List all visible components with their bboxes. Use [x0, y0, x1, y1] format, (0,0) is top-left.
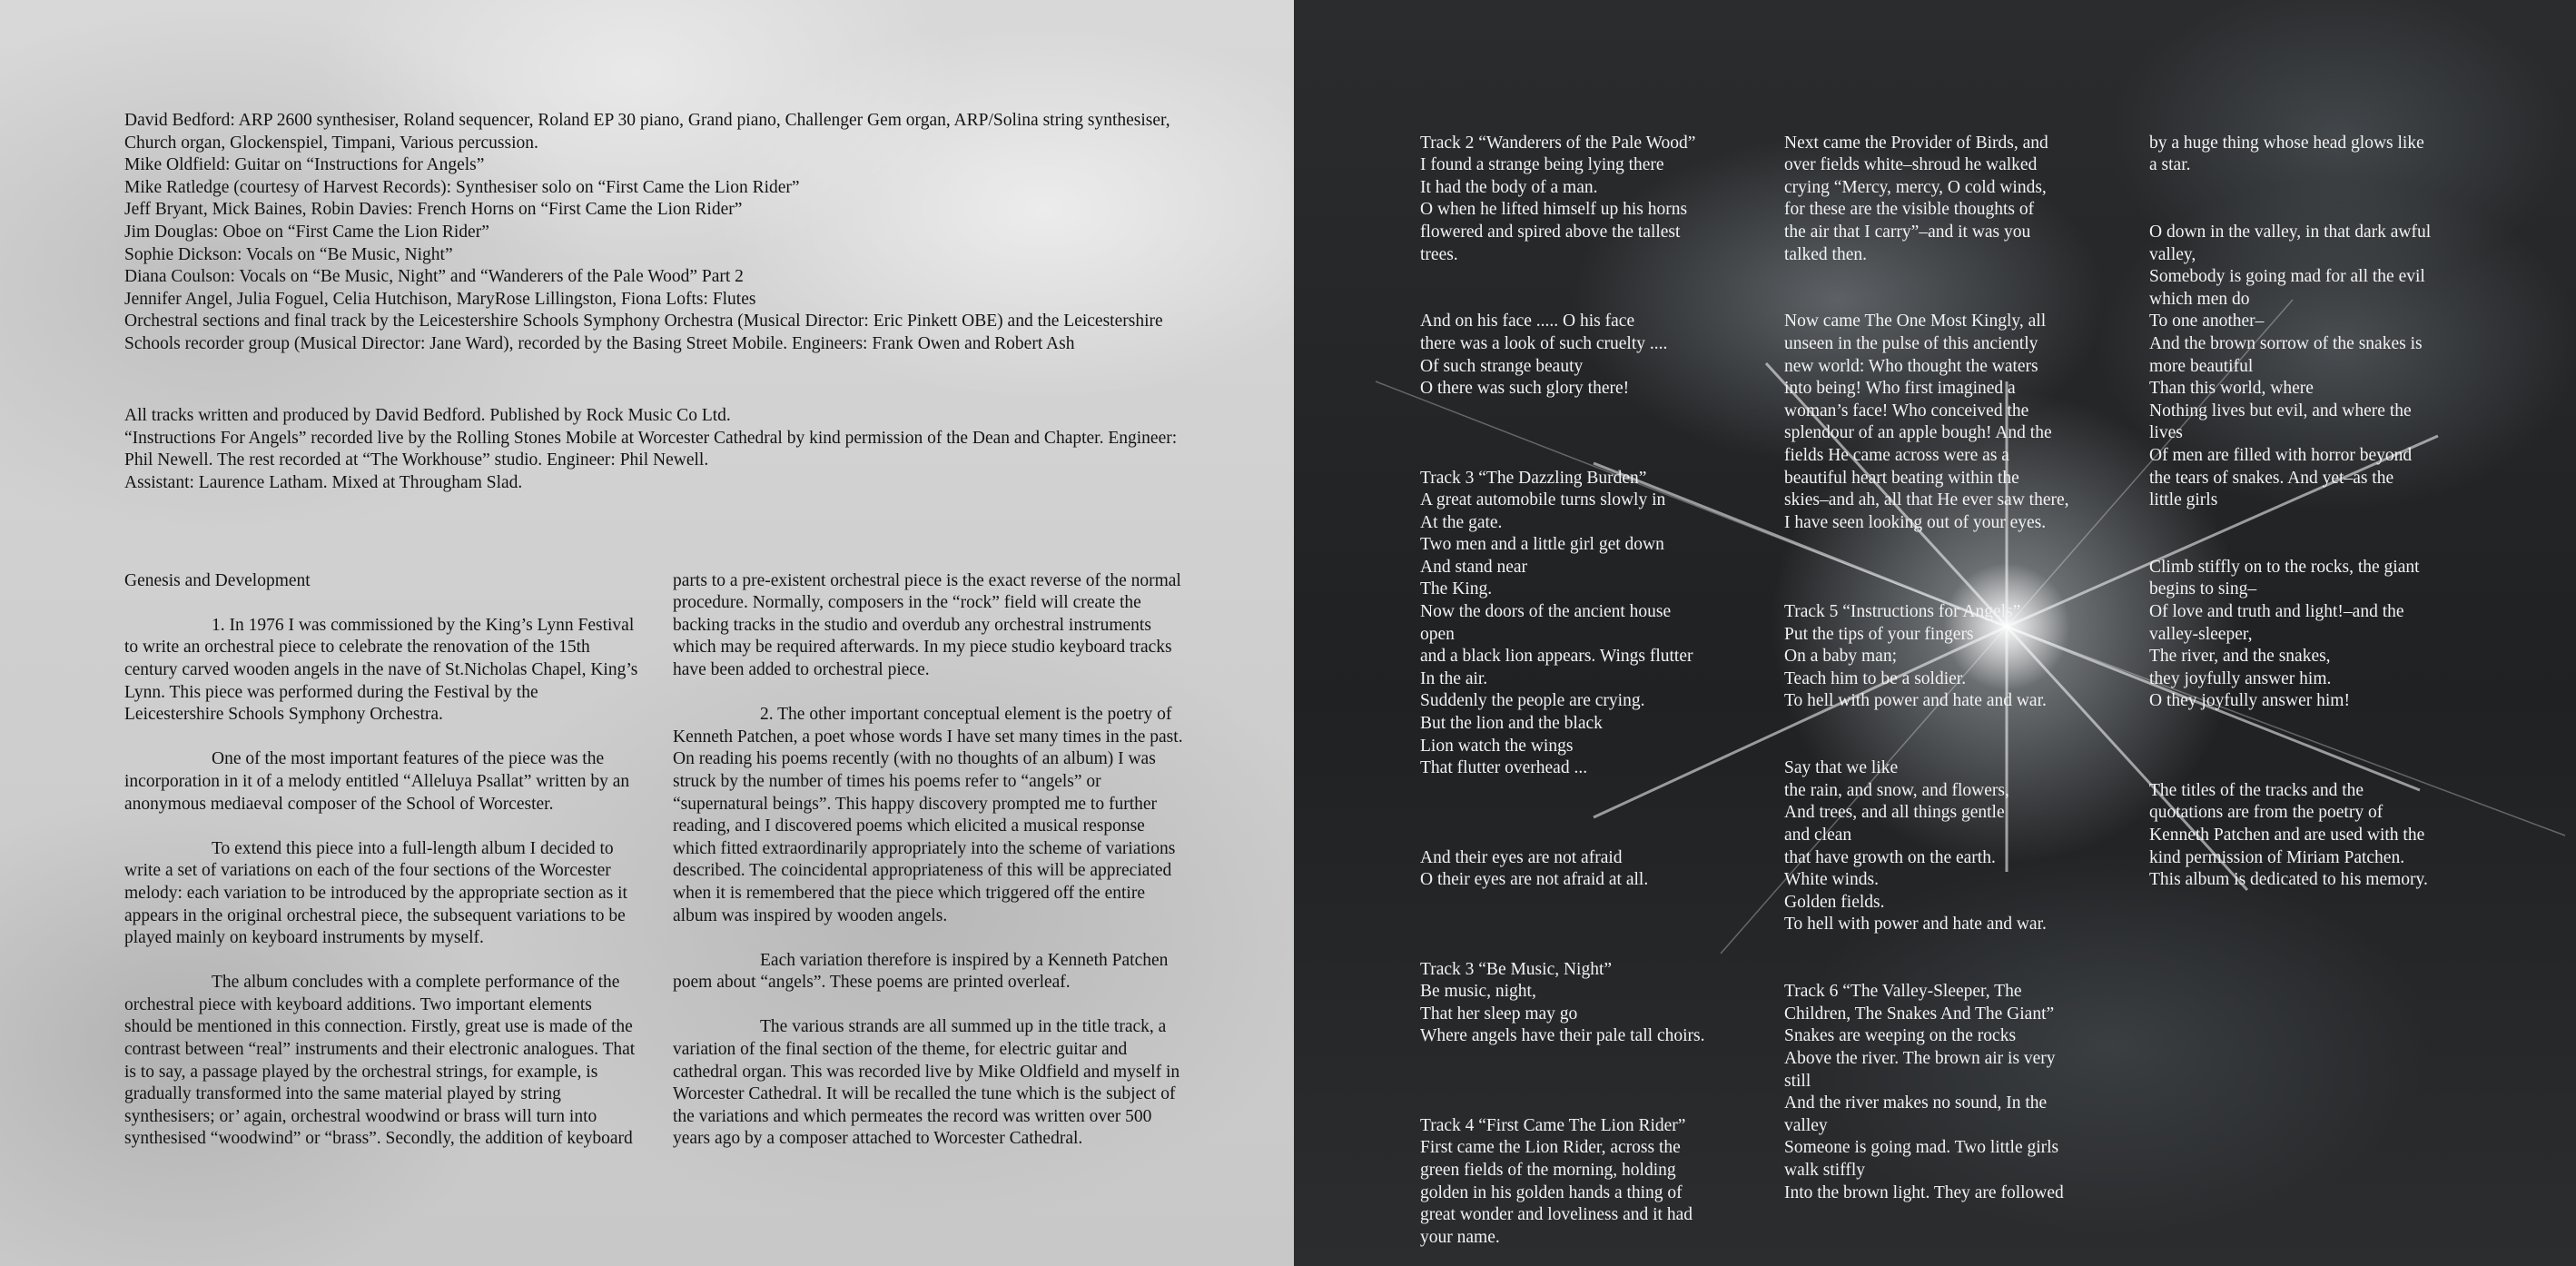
genesis-paragraph: The album concludes with a complete performance of the orchestral piece with keyboard additions. Two important elements should be mentioned in this connection. Firstly, great use is made of the contrast between “real” instruments and their electronic analogues. That is to say, a passage played by the orchestral strings, for example, is gradually transformed into the same material played by string synthesisers; or’ again, orchestral woodwind or brass will turn into synthesised “woodwind” or “brass”. Secondly, the addition of keyboard — [124, 973, 636, 1149]
poem-stanza: Track 4 “First Came The Lion Rider” First came the Lion Rider, across the green fields of the morning, holding golden in his golden hands a thing of great wonder and loveliness and it had your name. — [1420, 1115, 1693, 1247]
poem-stanza: And on his face ..... O his face there was a look of such cruelty .... Of such strange beauty O there was such glory there! — [1420, 312, 1668, 399]
genesis-paragraph: The various strands are all summed up in the title track, a variation of the final section of the theme, for electric guitar and cathedral organ. This was recorded live by Mike Oldfield and myself in Worcester Cathedral. It will be recalled the tune which is the subject of the variations and which permeates the record was written over 500 years ago by a composer attached to Worcester Cathedral. — [673, 1017, 1180, 1149]
poem-column-3 — [2149, 110, 2490, 914]
musician-credits: David Bedford: ARP 2600 synthesiser, Roland sequencer, Roland EP 30 piano, Grand piano, Challenger Gem organ, ARP/Solina string synthesiser, Church organ, Glockenspiel, Timpani, Various percussion. Mike Oldfield: Guitar on “Instructions for Angels” Mike Ratledge (courtesy of Harvest Records): Synthesiser solo on “First Came the Lion Rider” Jeff Bryant, Mick Baines, Robin Davies: French Horns on “First Came the Lion Rider” Jim Douglas: Oboe on “First Came the Lion Rider” Sophie Dickson: Vocals on “Be Music, Night” Diana Coulson: Vocals on “Be Music, Night” and “Wanderers of the Pale Wood” Part 2 Jennifer Angel, Julia Foguel, Celia Hutchison, MaryRose Lillingston, Fiona Lofts: Flutes Orchestral sections and final track by the Leicestershire Schools Symphony Orchestra (Musical Director: Eric Pinkett OBE) and the Leicestershire Schools recorder group (Musical Director: Jane Ward), recorded by the Basing Street Mobile. Engineers: Frank Owen and Robert Ash — [124, 111, 1170, 353]
poem-stanza: Climb stiffly on to the rocks, the giant begins to sing– Of love and truth and light!–and the valley-sleeper, The river, and the snakes, they joyfully answer him. O they joyfully answer him! — [2149, 557, 2420, 711]
poem-stanza: Next came the Provider of Birds, and over fields white–shroud he walked crying “Mercy, mercy, O cold winds, for these are the visible thoughts of the air that I carry”–and it was you talked then. — [1784, 133, 2048, 264]
right-booklet-page — [1294, 0, 2576, 1266]
genesis-column-2 — [673, 548, 1189, 1173]
genesis-paragraph: One of the most important features of the piece was the incorporation in it of a melody entitled “Alleluya Psallat” written by an anonymous mediaeval composer of the School of Worcester. — [124, 749, 630, 814]
poem-stanza: Track 5 “Instructions for Angels” Put the tips of your fingers On a baby man; Teach him to be a soldier. To hell with power and hate and war. — [1784, 602, 2047, 711]
poem-stanza: Track 3 “Be Music, Night” Be music, night, That her sleep may go Where angels have their pale tall choirs. — [1420, 959, 1705, 1046]
poem-column-2 — [1784, 110, 2125, 1227]
poem-column-1 — [1420, 110, 1761, 1266]
genesis-paragraph: To extend this piece into a full-length album I decided to write a set of variations on each of the four sections of the Worcester melody: each variation to be introduced by the appropriate section as it appears in the original orchestral piece, the subsequent variations to be played mainly on keyboard instruments by myself. — [124, 838, 627, 948]
genesis-heading: Genesis and Development — [124, 570, 311, 590]
production-credits: All tracks written and produced by David Bedford. Published by Rock Music Co Ltd. “Instructions For Angels” recorded live by the Rolling Stones Mobile at Worcester Cathedral by kind permission of the Dean and Chapter. Engineer: Phil Newell. The rest recorded at “The Workhouse” studio. Engineer: Phil Newell. Assistant: Laurence Latham. Mixed at Througham Slad. — [124, 406, 1178, 492]
poem-stanza: Now came The One Most Kingly, all unseen in the pulse of this anciently new world: Who thought the waters into being! Who first imagined a woman’s face! Who conceived the splendour of an apple bough! And the fields He came across were as a beautiful heart beating within the skies–and ah, all that He ever saw there, I have seen looking out of your eyes. — [1784, 312, 2069, 532]
poem-stanza: Track 6 “The Valley-Sleeper, The Children, The Snakes And The Giant” Snakes are weeping on the rocks Above the river. The brown air is very still And the river makes no sound, In the valley Someone is going mad. Two little girls walk stiffly Into the brown light. They are followed — [1784, 982, 2064, 1202]
genesis-column-1 — [124, 548, 640, 1173]
genesis-paragraph: Each variation therefore is inspired by a Kenneth Patchen poem about “angels”. These poems are printed overleaf. — [673, 950, 1169, 993]
poem-stanza: by a huge thing whose head glows like a star. — [2149, 133, 2424, 175]
genesis-paragraph: 1. In 1976 I was commissioned by the King’s Lynn Festival to write an orchestral piece to celebrate the renovation of the 15th century carved wooden angels in the nave of St.Nicholas Chapel, King’s Lynn. This piece was performed during the Festival by the Leicestershire Schools Symphony Orchestra. — [124, 615, 638, 725]
dedication-note: The titles of the tracks and the quotations are from the poetry of Kenneth Patchen and are used with the kind permission of Miriam Patchen. This album is dedicated to his memory. — [2149, 780, 2428, 890]
poem-stanza: Say that we like the rain, and snow, and flowers, And trees, and all things gentle and clean that have growth on the earth. White winds. Golden fields. To hell with power and hate and war. — [1784, 758, 2047, 935]
poem-stanza: Track 3 “The Dazzling Burden” A great automobile turns slowly in At the gate. Two men and a little girl get down And stand near The King. Now the doors of the ancient house open and a black lion appears. Wings flutter In the air. Suddenly the people are crying. But the lion and the black Lion watch the wings That flutter overhead ... — [1420, 468, 1693, 778]
genesis-paragraph: 2. The other important conceptual element is the poetry of Kenneth Patchen, a poet whose words I have set many times in the past. On reading his poems recently (with no thoughts of an album) I was struck by the number of times his poems refer to “angels” or “supernatural beings”. This happy discovery prompted me to further reading, and I discovered poems which elicited a musical response which fitted extraordinarily appropriately into the scheme of variations described. The coincidental appropriateness of this will be appreciated when it is remembered that the piece which triggered off the entire album was inspired by wooden angels. — [673, 705, 1183, 925]
poem-stanza: O down in the valley, in that dark awful valley, Somebody is going mad for all the evil which men do To one another– And the brown sorrow of the snakes is more beautiful Than this world, where Nothing lives but evil, and where the lives Of men are filled with horror beyond the tears of snakes. And yet–as the little girls — [2149, 222, 2432, 510]
poem-stanza: Track 2 “Wanderers of the Pale Wood” I found a strange being lying there It had the body of a man. O when he lifted himself up his horns flowered and spired above the tallest trees. — [1420, 133, 1696, 264]
genesis-paragraph: parts to a pre-existent orchestral piece is the exact reverse of the normal procedure. Normally, composers in the “rock” field will create the backing tracks in the studio and overdub any orchestral instruments which may be required afterwards. In my piece studio keyboard tracks have been added to orchestral piece. — [673, 570, 1181, 679]
poem-stanza: And their eyes are not afraid O their eyes are not afraid at all. — [1420, 847, 1649, 890]
